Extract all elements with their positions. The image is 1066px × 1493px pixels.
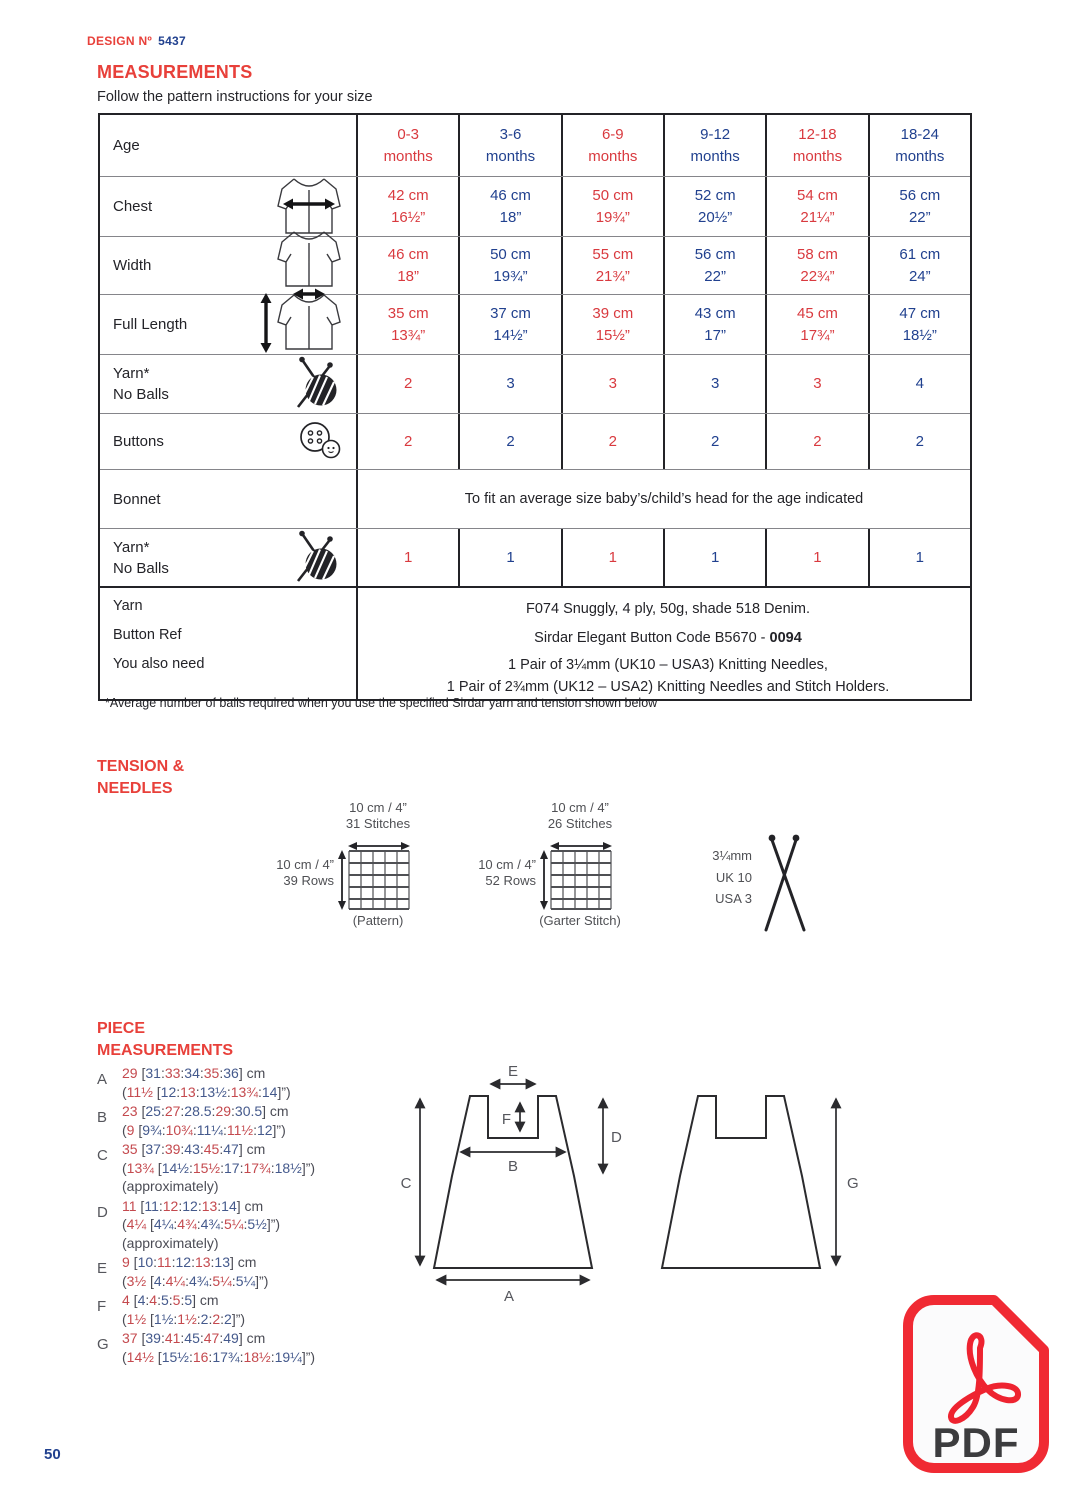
- table-cell: 1: [765, 529, 867, 586]
- needle-size-uk: UK 10: [715, 869, 752, 885]
- swatch-height-label: 10 cm / 4”: [276, 857, 334, 872]
- piece-letter: C: [97, 1147, 108, 1164]
- table-cell: 2: [356, 414, 458, 469]
- piece-values: [122, 1140, 315, 1196]
- swatch-left-label: [464, 857, 536, 889]
- swatch-rows-label: 52 Rows: [485, 873, 536, 888]
- pdf-badge-label: PDF: [932, 1419, 1020, 1466]
- vertical-arrow-icon: [337, 850, 347, 915]
- piece-measurements-title: [97, 1018, 233, 1062]
- piece-cm-line: 29 [31:33:34:35:36] cm: [122, 1065, 266, 1081]
- piece-measurement-row: [97, 1064, 407, 1101]
- piece-measurement-row: [97, 1329, 407, 1366]
- table-header-row: [100, 115, 970, 176]
- swatch-caption: (Garter Stitch): [539, 913, 621, 928]
- diagram-label-b: B: [507, 1158, 519, 1175]
- table-cell: 9-12 months: [663, 115, 765, 176]
- table-cell: 4: [868, 355, 970, 413]
- bonnet-row: [100, 469, 970, 528]
- piece-letter: B: [97, 1109, 108, 1126]
- table-cell: 1: [356, 529, 458, 586]
- table-cell: 1: [868, 529, 970, 586]
- table-cell: 35 cm 13¾”: [356, 295, 458, 354]
- table-cell: 45 cm 17¾”: [765, 295, 867, 354]
- row-label: Yarn* No Balls: [113, 365, 169, 403]
- yarn-info-text: F074 Snuggly, 4 ply, 50g, shade 518 Denim.: [525, 601, 810, 617]
- swatch-caption: (Pattern): [352, 913, 404, 928]
- also-need-text-1: 1 Pair of 3¼mm (UK10 – USA3) Knitting Needles,: [508, 657, 828, 673]
- tension-swatch-garter: [464, 800, 644, 930]
- piece-measurement-row: [97, 1291, 407, 1328]
- table-row: [100, 413, 970, 469]
- yarn-info-row: [100, 586, 970, 699]
- info-text-cell: [356, 588, 970, 699]
- yarn-ball-icon: [292, 354, 344, 414]
- diagram-label-e: E: [507, 1063, 519, 1080]
- piece-values: [122, 1329, 315, 1366]
- back-piece-outline: [662, 1096, 820, 1268]
- table-cell: 46 cm 18”: [458, 177, 560, 236]
- row-label: Yarn* No Balls: [113, 538, 169, 577]
- piece-inch-line: (4¼ [4¼:4¾:4¾:5¼:5½]”): [122, 1216, 281, 1232]
- piece-cm-line: 11 [11:12:12:13:14] cm: [122, 1197, 264, 1214]
- diagram-label-c: C: [400, 1175, 412, 1192]
- front-piece-outline: [434, 1096, 592, 1268]
- knitting-needles-icon: [752, 830, 816, 943]
- row-label-cell: [100, 529, 356, 586]
- table-cell: 47 cm 18½”: [868, 295, 970, 354]
- table-cell: 43 cm 17”: [663, 295, 765, 354]
- piece-letter: G: [97, 1336, 109, 1353]
- row-label-cell: [100, 470, 356, 528]
- row-label-cell: [100, 237, 356, 294]
- piece-cm-line: 4 [4:4:5:5:5] cm: [122, 1292, 219, 1308]
- piece-letter: A: [97, 1071, 108, 1088]
- tension-grid-icon: [348, 850, 410, 915]
- piece-note: (approximately): [122, 1234, 219, 1251]
- piece-letter: F: [97, 1298, 107, 1315]
- row-label: Bonnet: [113, 490, 161, 508]
- swatch-stitches-label: 26 Stitches: [547, 816, 613, 831]
- piece-measurements-list: [97, 1064, 407, 1367]
- piece-inch-line: (14½ [15½:16:17¾:18½:19¼]”): [122, 1348, 316, 1365]
- row-label: Age: [113, 137, 140, 154]
- bonnet-text-cell: To fit an average size baby’s/child’s head for the age indicated: [356, 470, 970, 528]
- swatch-rows-label: 39 Rows: [283, 873, 334, 888]
- table-cell: 12-18 months: [765, 115, 867, 176]
- swatch-height-label: 10 cm / 4”: [478, 857, 536, 872]
- swatch-top-label: [510, 800, 650, 832]
- piece-inch-line: (13¾ [14½:15½:17:17¾:18½]”): [122, 1159, 316, 1176]
- info-label: Yarn: [113, 598, 143, 614]
- table-row: [100, 176, 970, 236]
- info-label: You also need: [113, 656, 205, 672]
- swatch-width-label: 10 cm / 4”: [551, 800, 609, 815]
- button-ref-text: Sirdar Elegant Button Code B5670 - 0094: [534, 630, 802, 646]
- table-cell: 54 cm 21¼”: [765, 177, 867, 236]
- needle-size-usa: USA 3: [715, 891, 752, 906]
- garment-diagrams: [398, 1056, 868, 1313]
- table-cell: 0-3 months: [356, 115, 458, 176]
- tension-needles-title: [97, 756, 184, 800]
- piece-values: [122, 1197, 280, 1253]
- table-cell: 1: [561, 529, 663, 586]
- diagram-label-d: D: [611, 1129, 622, 1146]
- table-cell: 37 cm 14½”: [458, 295, 560, 354]
- row-label-cell: [100, 355, 356, 413]
- piece-title-line1: PIECE: [97, 1020, 146, 1037]
- table-cell: 50 cm 19¾”: [458, 237, 560, 294]
- info-label-cell: [100, 588, 356, 699]
- piece-inch-line: (1½ [1½:1½:2:2:2]”): [122, 1310, 246, 1327]
- table-cell: 55 cm 21¾”: [561, 237, 663, 294]
- diagram-label-a: A: [503, 1288, 515, 1305]
- buttons-icon: [296, 420, 344, 464]
- needle-size-labels: [700, 845, 752, 910]
- measurements-table: [98, 113, 972, 701]
- piece-title-line2: MEASUREMENTS: [97, 1042, 234, 1059]
- table-cell: 3: [458, 355, 560, 413]
- piece-cm-line: 23 [25:27:28.5:29:30.5] cm: [122, 1103, 289, 1119]
- table-cell: 52 cm 20½”: [663, 177, 765, 236]
- piece-values: [122, 1064, 291, 1101]
- piece-measurement-row: [97, 1197, 407, 1253]
- piece-cm-line: 37 [39:41:45:47:49] cm: [122, 1330, 266, 1346]
- bonnet-yarn-row: [100, 528, 970, 586]
- info-label: Button Ref: [113, 627, 182, 643]
- piece-note: (approximately): [122, 1178, 219, 1194]
- table-row: [100, 236, 970, 294]
- table-cell: 42 cm 16½”: [356, 177, 458, 236]
- table-cell: 3: [765, 355, 867, 413]
- measurements-subtitle: Follow the pattern instructions for your size: [97, 89, 373, 105]
- table-cell: 3: [663, 355, 765, 413]
- table-cell: 6-9 months: [561, 115, 663, 176]
- table-cell: 61 cm 24”: [868, 237, 970, 294]
- table-cell: 2: [868, 414, 970, 469]
- piece-measurement-row: [97, 1102, 407, 1139]
- piece-letter: E: [97, 1260, 108, 1277]
- piece-measurement-row: [97, 1140, 407, 1196]
- needle-size-mm: 3¼mm: [712, 848, 752, 863]
- table-cell: 2: [458, 414, 560, 469]
- piece-letter: D: [97, 1203, 108, 1221]
- table-cell: 46 cm 18”: [356, 237, 458, 294]
- table-cell: 58 cm 22¾”: [765, 237, 867, 294]
- swatch-top-label: [308, 800, 448, 832]
- table-cell: 2: [663, 414, 765, 469]
- piece-values: [122, 1253, 268, 1290]
- also-need-text-2: 1 Pair of 2¾mm (UK12 – USA2) Knitting Needles and Stitch Holders.: [446, 679, 890, 695]
- tension-title-line2: NEEDLES: [97, 780, 173, 797]
- yarn-ball-icon: [292, 528, 344, 588]
- table-cell: 3-6 months: [458, 115, 560, 176]
- pdf-file-icon[interactable]: [900, 1292, 1052, 1481]
- dimension-arrows: [420, 1084, 836, 1280]
- page-number: 50: [44, 1446, 61, 1463]
- row-label-cell: [100, 115, 356, 176]
- table-cell: 50 cm 19¾”: [561, 177, 663, 236]
- table-cell: 2: [765, 414, 867, 469]
- row-label: Chest: [113, 198, 153, 215]
- row-label: Width: [113, 257, 152, 274]
- table-cell: 2: [561, 414, 663, 469]
- swatch-left-label: [262, 857, 334, 889]
- row-label-cell: [100, 295, 356, 354]
- row-label-cell: [100, 414, 356, 469]
- row-label: Buttons: [113, 433, 164, 450]
- piece-inch-line: (11½ [12:13:13½:13¾:14]”): [122, 1083, 291, 1100]
- design-number: [87, 34, 186, 48]
- swatch-width-label: 10 cm / 4”: [349, 800, 407, 815]
- row-label: Full Length: [113, 316, 188, 333]
- piece-cm-line: 35 [37:39:43:45:47] cm: [122, 1141, 266, 1157]
- vertical-arrow-icon: [539, 850, 549, 915]
- table-cell: 1: [663, 529, 765, 586]
- table-cell: 56 cm 22”: [663, 237, 765, 294]
- table-row: [100, 294, 970, 354]
- measurements-title: MEASUREMENTS: [97, 62, 253, 82]
- tension-swatch-pattern: [262, 800, 442, 930]
- jacket-length-icon: [260, 289, 344, 361]
- piece-inch-line: (3½ [4:4¼:4¾:5¼:5¼]”): [122, 1272, 269, 1289]
- swatch-stitches-label: 31 Stitches: [345, 816, 411, 831]
- table-cell: 3: [561, 355, 663, 413]
- table-cell: 39 cm 15½”: [561, 295, 663, 354]
- table-cell: 1: [458, 529, 560, 586]
- table-cell: 18-24 months: [868, 115, 970, 176]
- tension-grid-icon: [550, 850, 612, 915]
- piece-values: [122, 1102, 289, 1139]
- table-row: [100, 354, 970, 413]
- piece-inch-line: (9 [9¾:10¾:11¼:11½:12]”): [122, 1121, 286, 1138]
- piece-cm-line: 9 [10:11:12:13:13] cm: [122, 1254, 257, 1270]
- table-footnote: *Average number of balls required when you use the specified Sirdar yarn and tension shown below: [105, 696, 658, 710]
- diagram-label-g: G: [847, 1175, 859, 1192]
- piece-measurement-row: [97, 1253, 407, 1290]
- design-number-label: DESIGN Nº: [87, 34, 153, 48]
- design-number-value: 5437: [158, 34, 186, 48]
- tension-title-line1: TENSION &: [97, 758, 185, 775]
- table-cell: 2: [356, 355, 458, 413]
- table-cell: 56 cm 22”: [868, 177, 970, 236]
- piece-values: [122, 1291, 245, 1328]
- diagram-label-f: F: [501, 1111, 511, 1128]
